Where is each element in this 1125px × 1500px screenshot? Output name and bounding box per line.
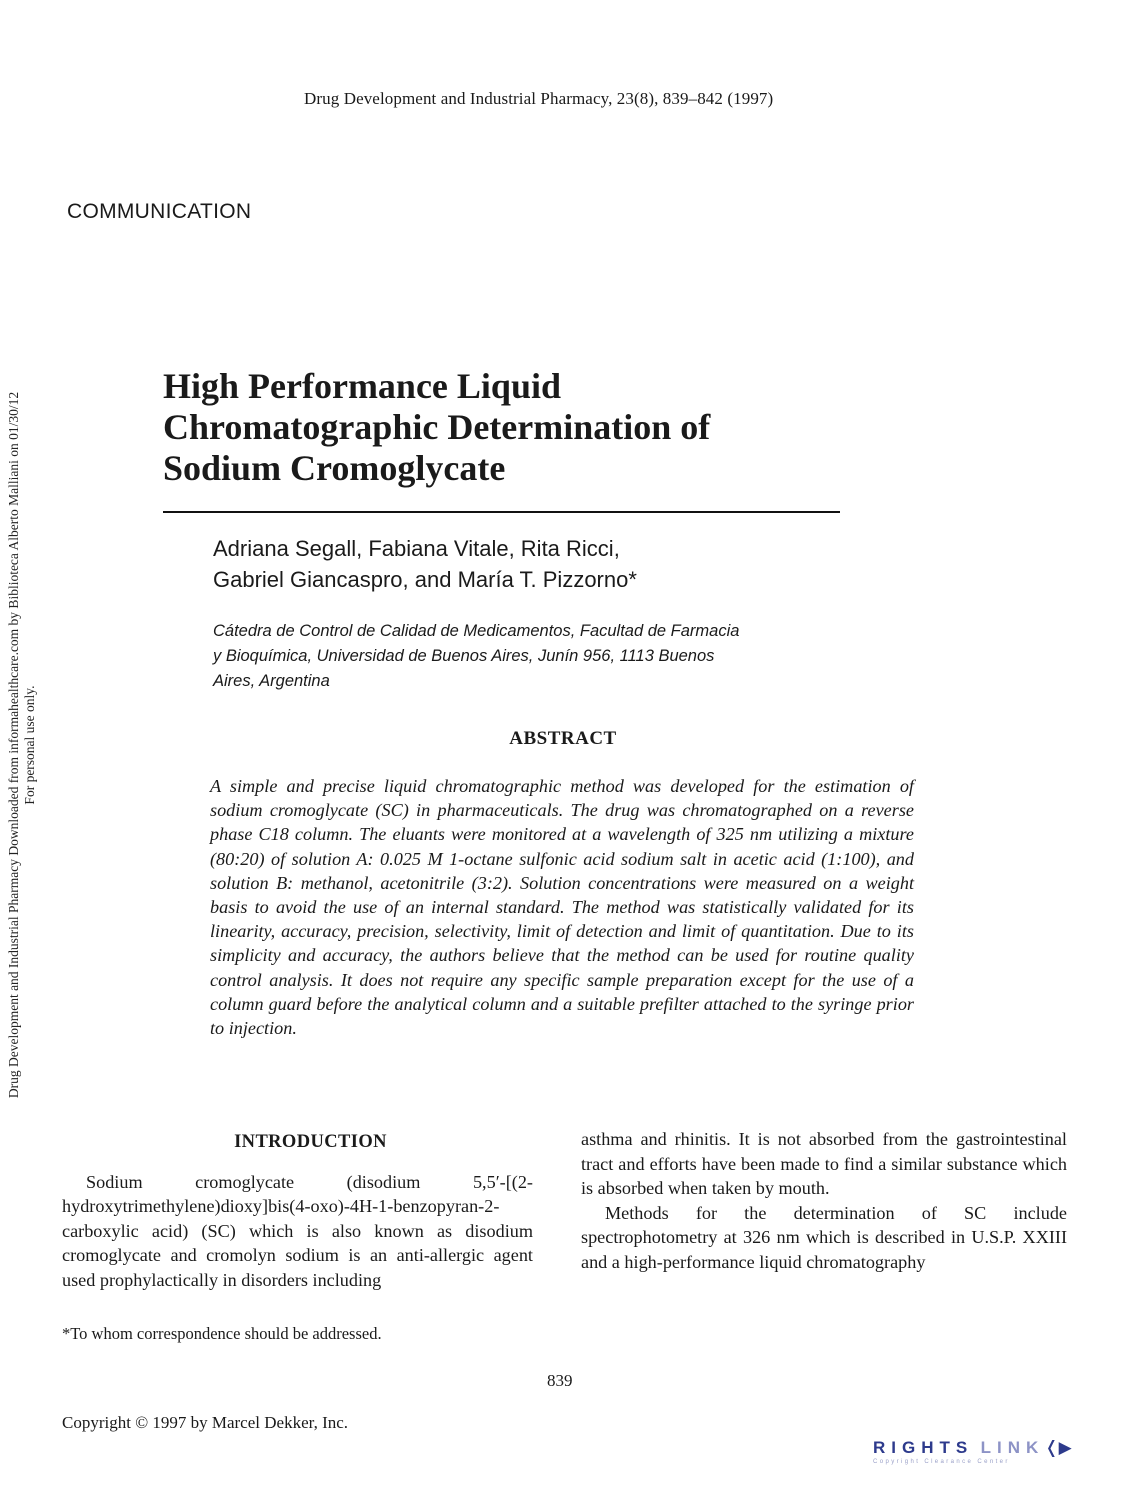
rightslink-logo	[873, 1438, 1083, 1474]
introduction-paragraph-2: Methods for the determination of SC include spectrophotometry at 326 nm which is described in U.S.P. XXIII and a high-performance liquid chromatography	[581, 1202, 1067, 1272]
introduction-heading: INTRODUCTION	[234, 1132, 387, 1152]
author-list	[213, 533, 853, 595]
right-column	[581, 1127, 1067, 1275]
introduction-paragraph-1: Sodium cromoglycate (disodium 5,5′-[(2-hydroxytrimethylene)dioxy]bis(4-oxo)-4H-1-benzopyran-2-carboxylic acid) (SC) which is also known as disodium cromoglycate and cromolyn sodium is an anti-allergic agent used prophylactically in disorders including	[62, 1171, 533, 1290]
affiliation	[213, 619, 853, 694]
title-line-3: Sodium Cromoglycate	[163, 448, 506, 488]
journal-citation: Drug Development and Industrial Pharmacy, 23(8), 839–842 (1997)	[304, 89, 774, 108]
abstract-text: A simple and precise liquid chromatographic method was developed for the estimation of sodium cromoglycate (SC) in pharmaceuticals. The drug was chromatographed on a reverse phase C18 column. The eluants were monitored at a wavelength of 325 nm utilizing a mixture (80:20) of solution A: 0.025 M 1-octane sulfonic acid sodium salt in acetic acid (1:100), and solution B: methanol, acetonitrile (3:2). Solution concentrations were measured on a weight basis to avoid the use of an internal standard. The method was statistically validated for its linearity, accuracy, precision, selectivity, limit of detection and limit of quantitation. Due to its simplicity and accuracy, the authors believe that the method can be used for routine quality control analysis. It does not require any specific sample preparation except for the use of a column guard before the analytical column and a suitable prefilter attached to the syringe prior to injection.	[210, 776, 914, 1039]
left-column	[62, 1130, 533, 1293]
authors-line-1: Adriana Segall, Fabiana Vitale, Rita Ricci,	[213, 536, 620, 561]
section-label: COMMUNICATION	[67, 200, 252, 223]
affiliation-line-1: Cátedra de Control de Calidad de Medicamentos, Facultad de Farmacia	[213, 622, 740, 640]
download-notice-line-2: For personal use only.	[22, 685, 37, 805]
page-number: 839	[547, 1371, 573, 1390]
article-title	[163, 366, 843, 489]
rightslink-word-dark: RIGHTS	[873, 1438, 974, 1457]
introduction-paragraph-1-continued: asthma and rhinitis. It is not absorbed from the gastrointestinal tract and efforts have been made to find a similar substance which is absorbed when taken by mouth.	[581, 1129, 1067, 1199]
title-line-2: Chromatographic Determination of	[163, 407, 711, 447]
affiliation-line-2: y Bioquímica, Universidad de Buenos Aires, Junín 956, 1113 Buenos	[213, 647, 715, 665]
affiliation-line-3: Aires, Argentina	[213, 672, 330, 690]
rightslink-word-light: LINK	[980, 1438, 1045, 1457]
rightslink-mark-icon: ❬▶	[1044, 1438, 1072, 1457]
authors-line-2: Gabriel Giancaspro, and María T. Pizzorno*	[213, 567, 637, 592]
title-line-1: High Performance Liquid	[163, 366, 561, 406]
rightslink-subtitle: Copyright Clearance Center	[873, 1459, 1010, 1465]
abstract-heading: ABSTRACT	[509, 728, 617, 749]
copyright-notice: Copyright © 1997 by Marcel Dekker, Inc.	[62, 1413, 349, 1432]
correspondence-footnote: *To whom correspondence should be addressed.	[62, 1324, 382, 1343]
rightslink-wordmark	[873, 1438, 1083, 1458]
download-notice	[0, 0, 40, 1500]
download-notice-line-1: Drug Development and Industrial Pharmacy Downloaded from informahealthcare.com by Biblioteca Alberto Malliani on 01/30/12	[6, 391, 21, 1099]
title-divider	[163, 511, 840, 513]
